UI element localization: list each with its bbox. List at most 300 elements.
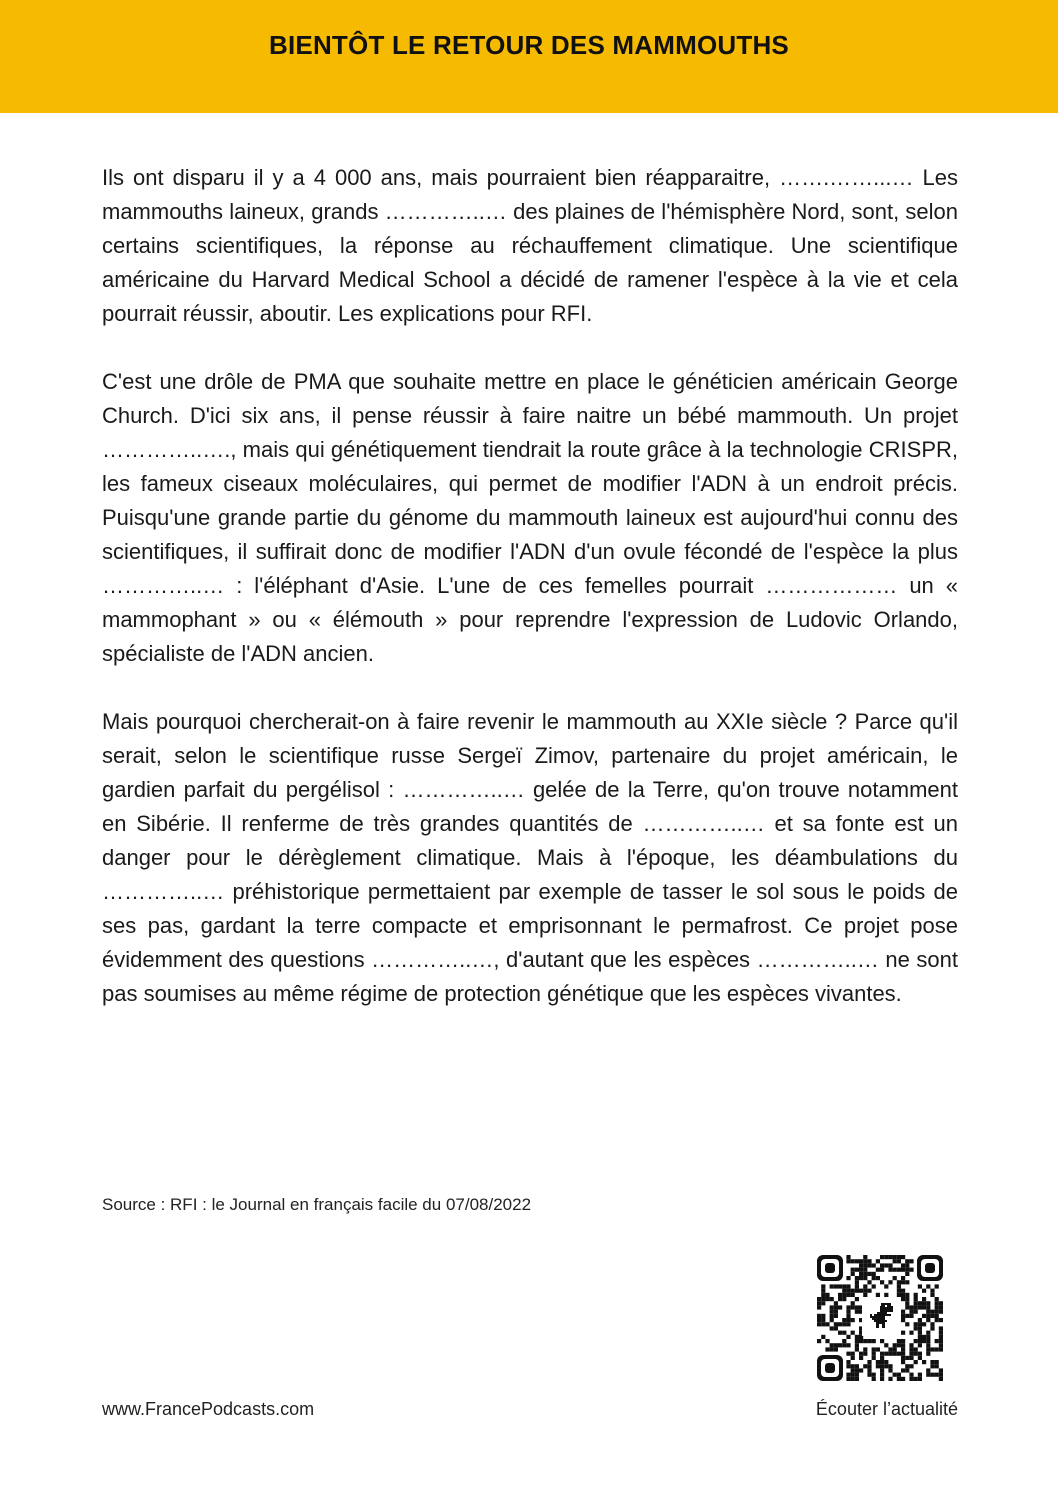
qr-module [939,1373,943,1377]
qr-module [935,1314,939,1318]
qr-module [897,1377,901,1381]
qr-module [872,1263,876,1267]
qr-module [901,1255,905,1259]
qr-module [851,1305,855,1309]
qr-module [830,1343,834,1347]
qr-module [855,1297,859,1301]
qr-module [922,1322,926,1326]
qr-module [830,1318,834,1322]
qr-module [914,1310,918,1314]
qr-module [909,1373,913,1377]
qr-module [851,1268,855,1272]
qr-module [909,1352,913,1356]
qr-module [914,1377,918,1381]
qr-module [930,1310,934,1314]
qr-module [939,1310,943,1314]
qr-module [918,1335,922,1339]
qr-module [926,1373,930,1377]
qr-module [939,1305,943,1309]
qr-module [846,1322,850,1326]
qr-module [863,1352,867,1356]
qr-module [851,1356,855,1360]
qr-code[interactable] [815,1253,945,1383]
qr-module [880,1364,884,1368]
qr-module [859,1259,863,1263]
qr-module [930,1326,934,1330]
qr-module [880,1368,884,1372]
qr-module [926,1339,930,1343]
qr-module [859,1272,863,1276]
qr-module [834,1284,838,1288]
qr-module [922,1314,926,1318]
qr-module [893,1352,897,1356]
qr-module [838,1343,842,1347]
qr-module [901,1289,905,1293]
qr-module [859,1268,863,1272]
qr-module [914,1347,918,1351]
qr-module [838,1293,842,1297]
qr-module [867,1339,871,1343]
qr-module [901,1368,905,1372]
qr-module [872,1373,876,1377]
qr-module [926,1368,930,1372]
qr-module [897,1339,901,1343]
qr-module [817,1297,821,1301]
qr-module [846,1305,850,1309]
qr-module [935,1364,939,1368]
qr-module [851,1368,855,1372]
article-paragraph-3: Mais pourquoi chercherait-on à faire revenir le mammouth au XXIe siècle ? Parce qu'il serait, selon le scientifique russe Sergeï Zimov, partenaire du projet américain, le gardien parfait du pergélisol : …………..… gelée de la Terre, qu'on trouve notamment en Sibérie. Il renferme de très grandes quantités de …………..… et sa fonte est un danger pour le dérèglement climatique. Mais à l'époque, les déambulations du …………..… préhistorique permettaient par exemple de tasser le sol sous le poids de ses pas, gardant la terre compacte et emprisonnant le permafrost. Ce projet pose évidemment des questions …………..…, d'autant que les espèces …………..… ne sont pas soumises au même régime de protection génétique que les espèces vivantes. [102,709,958,1006]
qr-module [939,1339,943,1343]
qr-module [846,1259,850,1263]
qr-module [863,1347,867,1351]
qr-module [922,1301,926,1305]
qr-module [855,1347,859,1351]
article-paragraph-2: C'est une drôle de PMA que souhaite mettre en place le généticien américain George Church. D'ici six ans, il pense réussir à faire naitre un bébé mammouth. Un projet …………..…., mais qui génétiquement tiendrait la route grâce à la technologie CRISPR, les fameux ciseaux moléculaires, qui permet de modifier l'ADN à un endroit précis. Puisqu'une grande partie du génome du mammouth laineux est aujourd'hui connu des scientifiques, il suffirait donc de modifier l'ADN d'un ovule fécondé de l'espèce la plus …………..… : l'éléphant d'Asie. L'une de ces femelles pourrait ……………… un « mammophant » ou « élémouth » pour reprendre l'expression de Ludovic Orlando, spécialiste de l'ADN ancien. [102,369,958,666]
qr-module [855,1364,859,1368]
qr-module [830,1326,834,1330]
qr-module [863,1259,867,1263]
qr-module [926,1305,930,1309]
qr-module [918,1352,922,1356]
qr-module [880,1352,884,1356]
qr-module [817,1322,821,1326]
qr-module [867,1368,871,1372]
qr-module [842,1331,846,1335]
qr-module [888,1347,892,1351]
qr-module [897,1280,901,1284]
qr-module [930,1364,934,1368]
qr-module [817,1301,821,1305]
qr-module [851,1272,855,1276]
qr-module [888,1368,892,1372]
qr-module [846,1276,850,1280]
qr-module [855,1368,859,1372]
qr-module [901,1276,905,1280]
qr-module [901,1352,905,1356]
qr-module [842,1284,846,1288]
qr-module [897,1293,901,1297]
qr-module [834,1322,838,1326]
qr-module [897,1352,901,1356]
qr-module [821,1322,825,1326]
qr-module [918,1284,922,1288]
qr-module [817,1305,821,1309]
qr-module [935,1360,939,1364]
qr-module [830,1297,834,1301]
qr-module [901,1347,905,1351]
qr-module [855,1373,859,1377]
qr-module [901,1310,905,1314]
qr-module [897,1373,901,1377]
qr-module [901,1318,905,1322]
qr-module [825,1293,829,1297]
qr-module [821,1301,825,1305]
qr-module [893,1347,897,1351]
qr-module [909,1310,913,1314]
qr-module [897,1255,901,1259]
qr-module [842,1297,846,1301]
qr-module [926,1331,930,1335]
qr-module [872,1347,876,1351]
qr-module [893,1343,897,1347]
qr-module [905,1305,909,1309]
qr-module [880,1263,884,1267]
qr-module [918,1343,922,1347]
qr-module [863,1255,867,1259]
qr-module [846,1335,850,1339]
qr-module [901,1268,905,1272]
qr-module [884,1343,888,1347]
qr-module [880,1356,884,1360]
qr-module [926,1343,930,1347]
qr-module [901,1339,905,1343]
qr-module [859,1368,863,1372]
qr-module [846,1284,850,1288]
qr-module [926,1335,930,1339]
qr-module [935,1297,939,1301]
qr-module [880,1360,884,1364]
article-body [102,161,958,1045]
qr-module [821,1289,825,1293]
qr-module [867,1364,871,1368]
qr-module [872,1276,876,1280]
qr-module [825,1297,829,1301]
qr-module [859,1276,863,1280]
qr-module [909,1364,913,1368]
qr-module [863,1272,867,1276]
qr-module [884,1284,888,1288]
qr-module [859,1263,863,1267]
qr-module [888,1263,892,1267]
qr-module [851,1373,855,1377]
qr-module [863,1268,867,1272]
qr-module [846,1377,850,1381]
qr-module [901,1297,905,1301]
qr-module [888,1268,892,1272]
qr-module [872,1284,876,1288]
qr-module [935,1318,939,1322]
qr-module [830,1347,834,1351]
qr-module [855,1280,859,1284]
qr-module [830,1314,834,1318]
qr-module [909,1331,913,1335]
qr-module [918,1326,922,1330]
qr-module [901,1314,905,1318]
qr-module [842,1318,846,1322]
qr-module [876,1259,880,1263]
qr-module [855,1339,859,1343]
qr-module [909,1314,913,1318]
listen-news-label: Écouter l’actualité [815,1399,958,1419]
qr-module [905,1280,909,1284]
qr-module [897,1259,901,1263]
qr-module [880,1255,884,1259]
qr-module [926,1310,930,1314]
qr-module [834,1310,838,1314]
qr-module [926,1314,930,1318]
qr-module [821,1318,825,1322]
website-link[interactable]: www.FrancePodcasts.com [102,1399,315,1419]
qr-module [901,1343,905,1347]
qr-module [884,1360,888,1364]
qr-module [855,1305,859,1309]
qr-module [851,1259,855,1263]
page-title: BIENTÔT LE RETOUR DES MAMMOUTHS [269,30,789,60]
qr-module [859,1352,863,1356]
qr-module [935,1373,939,1377]
qr-module [880,1377,884,1381]
qr-module [821,1297,825,1301]
qr-module [876,1293,880,1297]
qr-module [939,1318,943,1322]
qr-module [897,1289,901,1293]
qr-module [939,1368,943,1372]
qr-module [855,1310,859,1314]
qr-module [939,1377,943,1381]
qr-module [905,1322,909,1326]
qr-module [846,1255,850,1259]
qr-module [909,1268,913,1272]
qr-module [905,1314,909,1318]
qr-module [876,1276,880,1280]
qr-module [926,1284,930,1288]
qr-module [834,1326,838,1330]
qr-module [905,1301,909,1305]
qr-module [918,1356,922,1360]
qr-module [888,1352,892,1356]
qr-module [939,1301,943,1305]
qr-module [901,1356,905,1360]
qr-module [905,1293,909,1297]
qr-module [846,1364,850,1368]
qr-module [905,1272,909,1276]
qr-module [821,1293,825,1297]
qr-module [872,1356,876,1360]
qr-module [830,1305,834,1309]
qr-module [905,1364,909,1368]
qr-module [846,1318,850,1322]
qr-module [935,1305,939,1309]
qr-module [909,1377,913,1381]
qr-module [901,1331,905,1335]
qr-module [897,1343,901,1347]
qr-module [876,1268,880,1272]
qr-module [909,1356,913,1360]
qr-module [918,1377,922,1381]
qr-module [930,1347,934,1351]
qr-module [867,1263,871,1267]
qr-module [905,1259,909,1263]
qr-module [842,1339,846,1343]
qr-module [838,1322,842,1326]
qr-module [846,1293,850,1297]
qr-module [834,1301,838,1305]
qr-module [905,1297,909,1301]
qr-module [918,1339,922,1343]
qr-module [867,1360,871,1364]
qr-finder-bottom-left [817,1355,843,1381]
qr-module [834,1347,838,1351]
qr-module [922,1335,926,1339]
qr-module [846,1360,850,1364]
qr-module [918,1301,922,1305]
qr-module [922,1360,926,1364]
qr-module [842,1293,846,1297]
qr-module [905,1263,909,1267]
qr-module [888,1280,892,1284]
qr-module [930,1373,934,1377]
qr-module [867,1373,871,1377]
qr-module [893,1255,897,1259]
qr-module [859,1339,863,1343]
qr-module [888,1364,892,1368]
qr-module [867,1259,871,1263]
qr-module [855,1259,859,1263]
qr-module [867,1289,871,1293]
qr-module [821,1335,825,1339]
qr-module [939,1331,943,1335]
qr-module [838,1305,842,1309]
qr-module [851,1289,855,1293]
qr-module [893,1373,897,1377]
qr-module [851,1301,855,1305]
qr-module [876,1347,880,1351]
qr-module [846,1314,850,1318]
qr-module [834,1314,838,1318]
qr-module [851,1352,855,1356]
qr-module [863,1339,867,1343]
qr-module [846,1352,850,1356]
qr-module [922,1289,926,1293]
qr-module [897,1268,901,1272]
qr-module [855,1335,859,1339]
qr-module [825,1347,829,1351]
qr-module [863,1276,867,1280]
qr-module [855,1276,859,1280]
qr-module [825,1339,829,1343]
qr-module [884,1263,888,1267]
qr-module [888,1377,892,1381]
qr-module [863,1263,867,1267]
qr-module [935,1339,939,1343]
qr-module [901,1377,905,1381]
qr-module [926,1347,930,1351]
dinosaur-icon [862,1298,898,1336]
qr-module [909,1259,913,1263]
qr-module [914,1305,918,1309]
qr-module [863,1284,867,1288]
qr-module [842,1322,846,1326]
qr-module [914,1322,918,1326]
qr-module [851,1293,855,1297]
qr-module [935,1310,939,1314]
qr-module [926,1301,930,1305]
qr-module [914,1352,918,1356]
qr-module [825,1322,829,1326]
qr-module [884,1293,888,1297]
qr-module [859,1356,863,1360]
qr-module [880,1373,884,1377]
qr-module [914,1339,918,1343]
qr-module [821,1284,825,1288]
qr-module [846,1289,850,1293]
qr-module [930,1314,934,1318]
qr-module [846,1373,850,1377]
qr-module [821,1314,825,1318]
qr-module [834,1305,838,1309]
qr-module [855,1289,859,1293]
qr-module [884,1364,888,1368]
qr-module [872,1339,876,1343]
qr-module [914,1297,918,1301]
qr-module [901,1263,905,1267]
qr-module [918,1318,922,1322]
qr-finder-top-right [917,1255,943,1281]
qr-module [884,1255,888,1259]
qr-module [897,1284,901,1288]
qr-module [846,1310,850,1314]
qr-module [880,1280,884,1284]
qr-module [939,1343,943,1347]
qr-module [863,1289,867,1293]
qr-module [863,1293,867,1297]
qr-module [918,1305,922,1309]
qr-module [851,1318,855,1322]
qr-module [859,1289,863,1293]
qr-module [905,1368,909,1372]
qr-module [872,1352,876,1356]
qr-module [851,1377,855,1381]
qr-module [939,1326,943,1330]
qr-module [876,1360,880,1364]
qr-module [905,1356,909,1360]
qr-module [842,1289,846,1293]
qr-module [855,1377,859,1381]
qr-module [893,1259,897,1263]
qr-module [817,1314,821,1318]
qr-module [918,1331,922,1335]
qr-module [846,1343,850,1347]
qr-module [851,1331,855,1335]
qr-module [926,1318,930,1322]
qr-module [880,1339,884,1343]
qr-module [922,1297,926,1301]
qr-module [855,1343,859,1347]
qr-module [838,1284,842,1288]
qr-module [918,1373,922,1377]
qr-module [872,1272,876,1276]
